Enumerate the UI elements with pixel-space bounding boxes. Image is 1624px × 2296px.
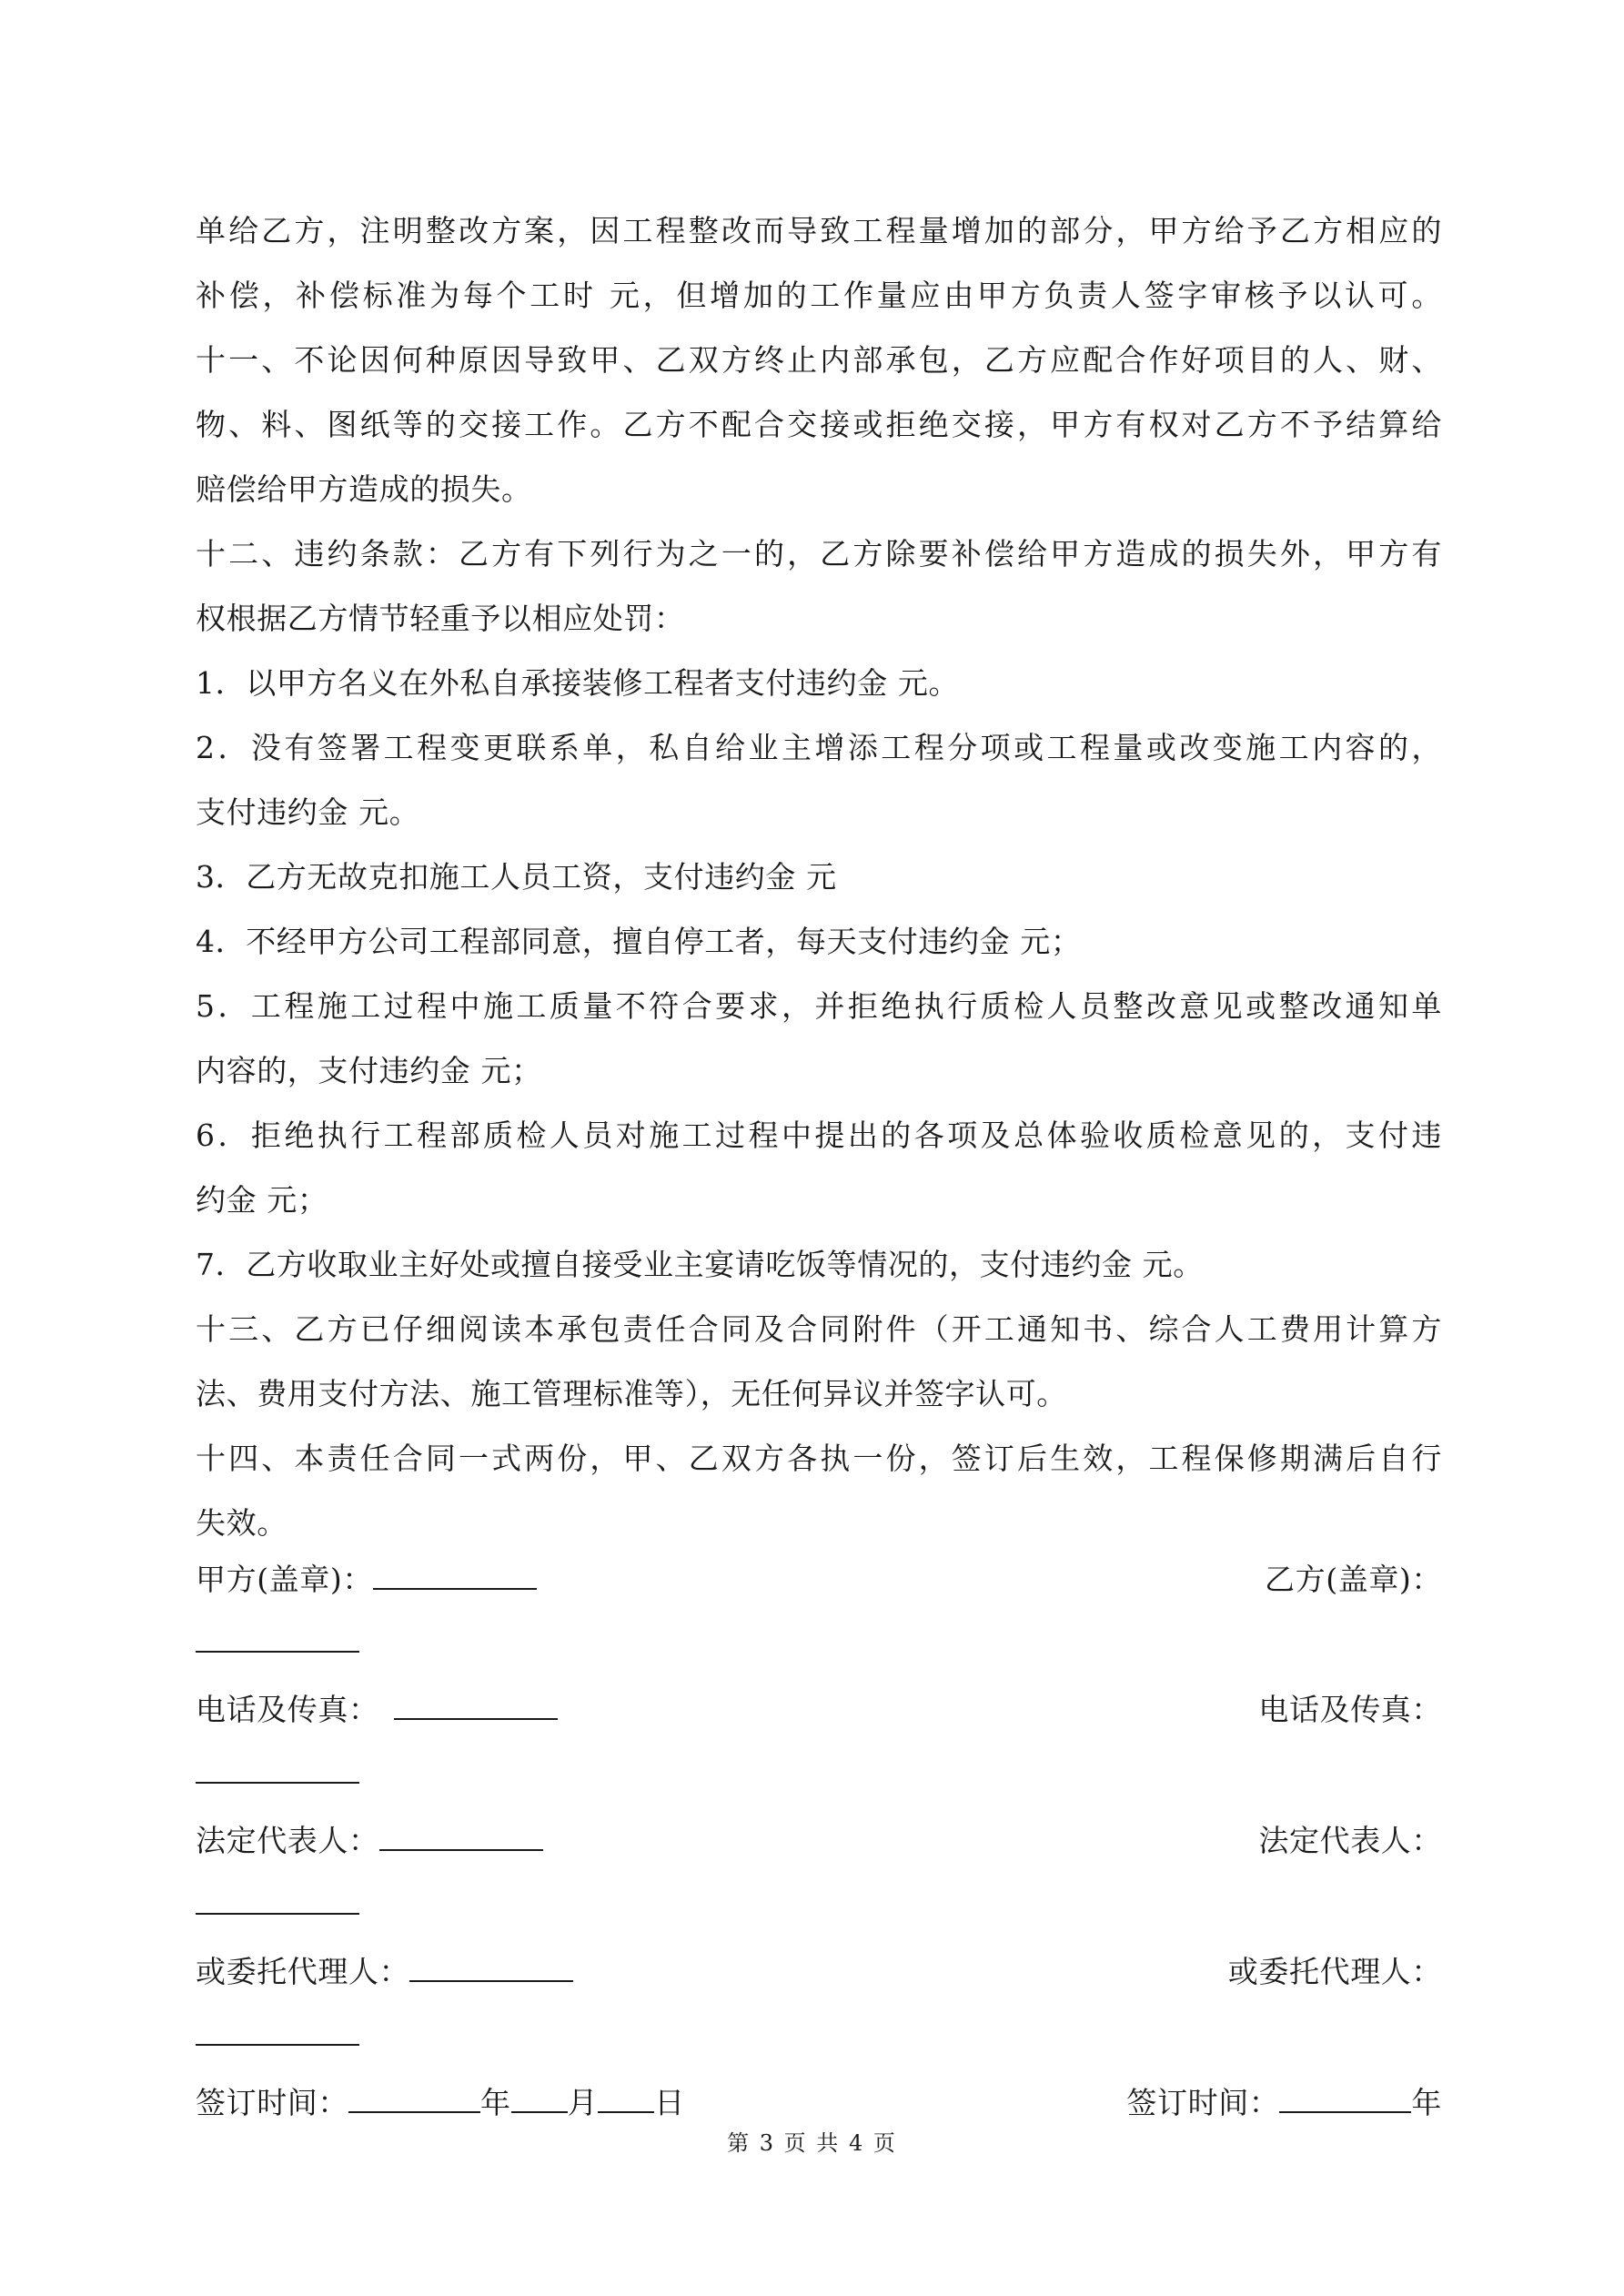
party-b-agent-label: 或委托代理人：	[1227, 1954, 1442, 1989]
party-b-year-blank	[1279, 2084, 1411, 2113]
party-b-agent-blank	[196, 2044, 359, 2046]
party-a-rep	[196, 1817, 543, 1860]
party-b-rep-blank	[196, 1913, 359, 1915]
body-line: 十四、本责任合同一式两份，甲、乙双方各执一份，签订后生效，工程保修期满后自行	[196, 1441, 1442, 1476]
day-blank	[598, 2084, 654, 2113]
body-line: 6．拒绝执行工程部质检人员对施工过程中提出的各项及总体验收质检意见的，支付违	[196, 1118, 1442, 1153]
party-a-rep-label: 法定代表人：	[196, 1823, 379, 1858]
party-a-agent-blank	[409, 1953, 573, 1982]
party-a-seal-label: 甲方(盖章)：	[196, 1562, 373, 1597]
day-label: 日	[654, 2085, 685, 2120]
party-a-seal-blank	[373, 1561, 537, 1590]
party-a-phone-label: 电话及传真：	[196, 1692, 379, 1727]
party-a-date	[196, 2079, 685, 2122]
party-a-phone	[196, 1686, 558, 1729]
year-blank	[348, 2084, 480, 2113]
body-line: 权根据乙方情节轻重予以相应处罚：	[196, 601, 685, 636]
body-line: 1．以甲方名义在外私自承接装修工程者支付违约金 元。	[196, 665, 960, 701]
body-line: 2．没有签署工程变更联系单，私自给业主增添工程分项或工程量或改变施工内容的，	[196, 730, 1442, 765]
body-line: 4．不经甲方公司工程部同意，擅自停工者，每天支付违约金 元；	[196, 924, 1082, 959]
month-label: 月	[567, 2085, 599, 2120]
body-line: 内容的，支付违约金 元；	[196, 1053, 542, 1088]
month-blank	[511, 2084, 568, 2113]
body-line: 十三、乙方已仔细阅读本承包责任合同及合同附件（开工通知书、综合人工费用计算方	[196, 1311, 1442, 1347]
body-line: 十一、不论因何种原因导致甲、乙双方终止内部承包，乙方应配合作好项目的人、财、	[196, 342, 1442, 378]
body-line: 补偿，补偿标准为每个工时 元，但增加的工作量应由甲方负责人签字审核予以认可。	[196, 278, 1442, 313]
party-a-phone-blank	[394, 1691, 558, 1720]
party-a-rep-blank	[379, 1822, 543, 1851]
party-b-year-label: 年	[1411, 2085, 1442, 2120]
page-number: 第 3 页 共 4 页	[727, 2130, 897, 2156]
party-b-rep-label: 法定代表人：	[1258, 1823, 1442, 1858]
party-b-phone-blank	[196, 1782, 359, 1784]
body-line: 7．乙方收取业主好处或擅自接受业主宴请吃饭等情况的，支付违约金 元。	[196, 1247, 1204, 1282]
party-b-seal-blank	[196, 1651, 359, 1653]
party-a-seal	[196, 1556, 537, 1599]
body-line: 赔偿给甲方造成的损失。	[196, 471, 532, 507]
contract-body	[196, 198, 1442, 1555]
party-b-phone-label: 电话及传真：	[1258, 1692, 1442, 1727]
body-line: 失效。	[196, 1505, 287, 1541]
body-line: 法、费用支付方法、施工管理标准等），无任何异议并签字认可。	[196, 1376, 1067, 1411]
party-a-agent	[196, 1948, 573, 1991]
body-line: 3．乙方无故克扣施工人员工资，支付违约金 元	[196, 859, 837, 895]
body-line: 物、料、图纸等的交接工作。乙方不配合交接或拒绝交接，甲方有权对乙方不予结算给	[196, 407, 1442, 442]
body-line: 支付违约金 元。	[196, 794, 420, 830]
body-line: 单给乙方，注明整改方案，因工程整改而导致工程量增加的部分，甲方给予乙方相应的	[196, 213, 1442, 248]
party-b-date	[1126, 2079, 1442, 2122]
year-label: 年	[480, 2085, 511, 2120]
body-line: 约金 元；	[196, 1182, 328, 1218]
party-a-date-label: 签订时间：	[196, 2085, 348, 2120]
party-b-seal-label: 乙方(盖章)：	[1265, 1562, 1442, 1597]
body-line: 十二、违约条款：乙方有下列行为之一的，乙方除要补偿给甲方造成的损失外，甲方有	[196, 536, 1442, 571]
party-a-agent-label: 或委托代理人：	[196, 1954, 410, 1989]
body-line: 5．工程施工过程中施工质量不符合要求，并拒绝执行质检人员整改意见或整改通知单	[196, 988, 1442, 1024]
party-b-date-label: 签订时间：	[1126, 2085, 1280, 2120]
